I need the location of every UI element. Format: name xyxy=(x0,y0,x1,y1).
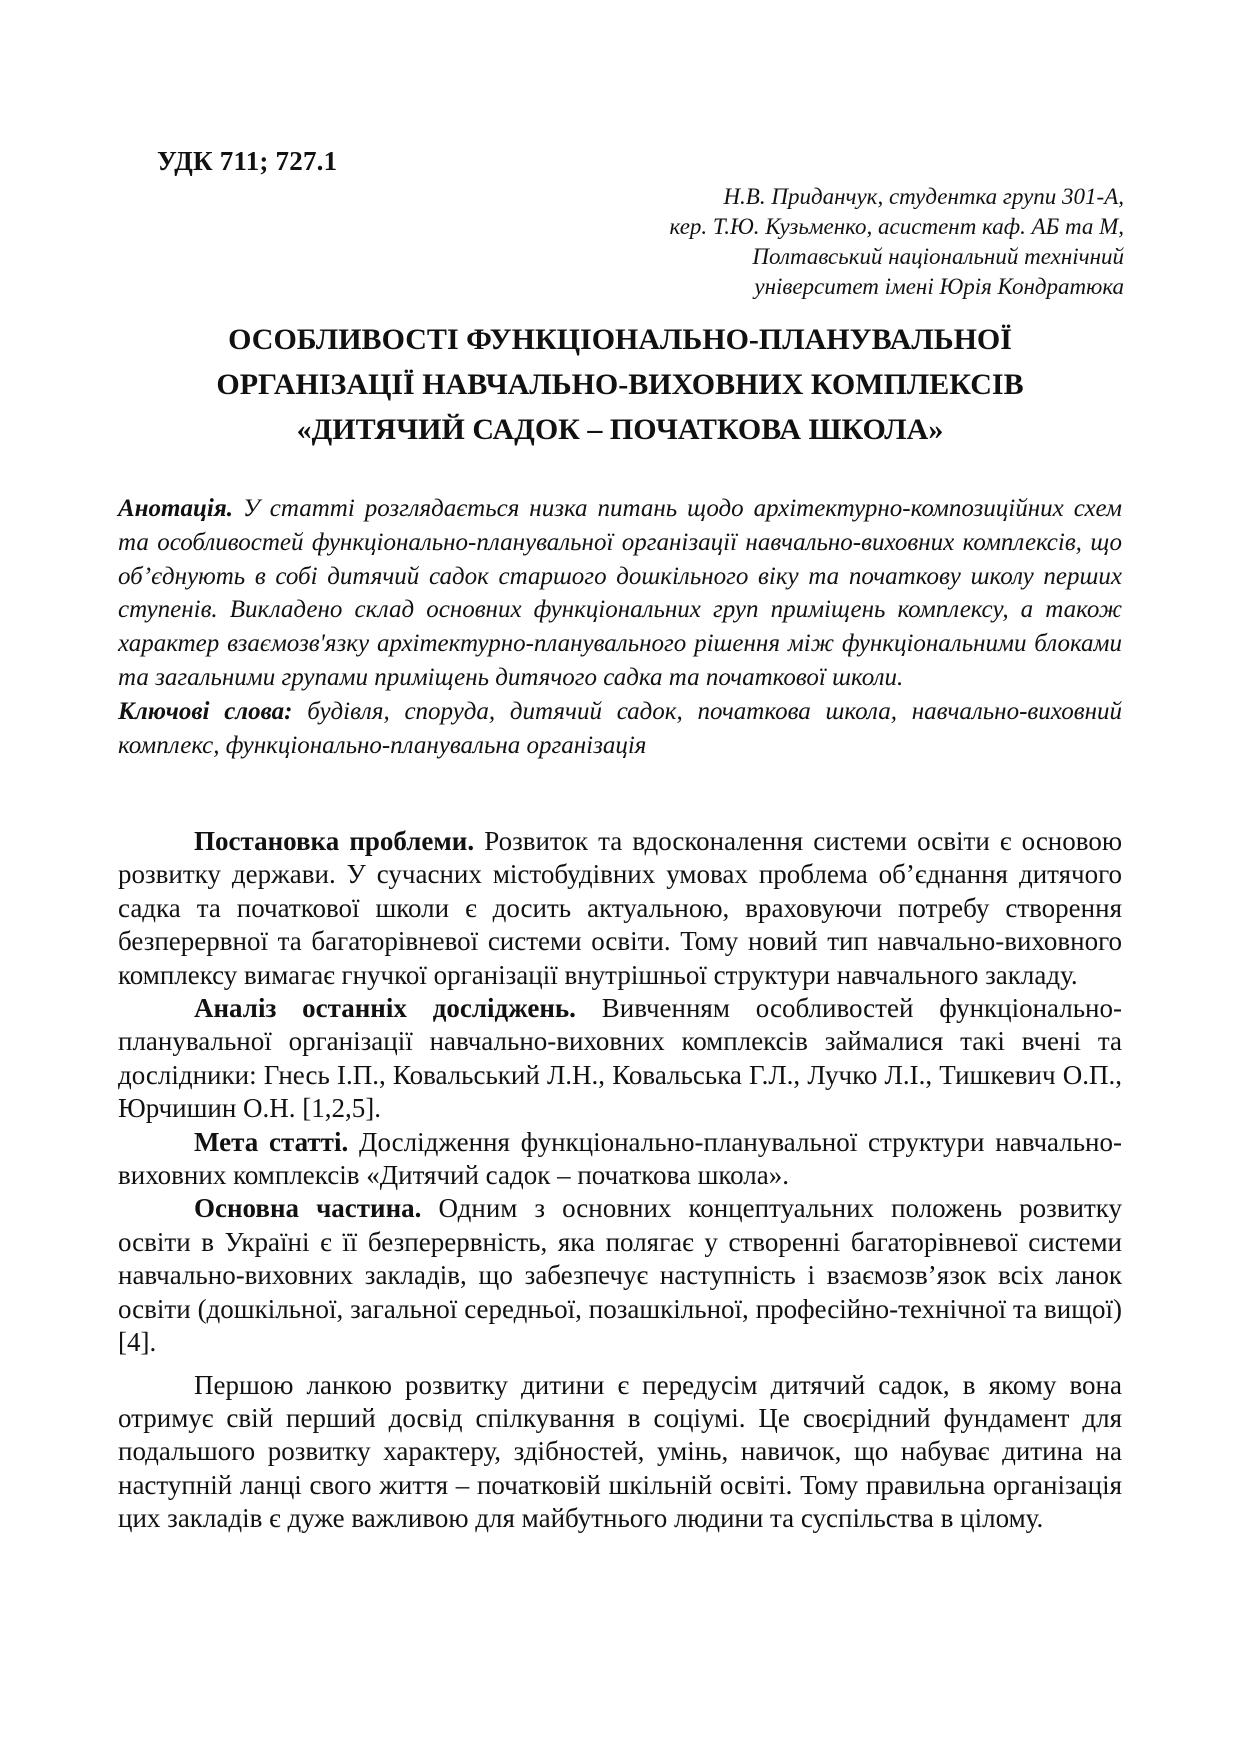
affiliation-line: Полтавський національний технічний xyxy=(752,244,1124,269)
paper-title xyxy=(118,317,1122,452)
paragraph-text: Дослідження функціонально-планувальної структури навчально-виховних комплексів «Дитячий садок – початкова школа». xyxy=(118,1126,1122,1191)
title-line: «ДИТЯЧИЙ САДОК – ПОЧАТКОВА ШКОЛА» xyxy=(296,413,944,446)
title-line: ОСОБЛИВОСТІ ФУНКЦІОНАЛЬНО-ПЛАНУВАЛЬНОЇ xyxy=(228,323,1012,356)
author-line: Н.В. Приданчук, студентка групи 301-А, xyxy=(723,184,1124,209)
section-label: Основна частина. xyxy=(194,1193,422,1224)
keywords-label: Ключові слова: xyxy=(118,697,293,725)
section-label: Аналіз останніх досліджень. xyxy=(194,993,576,1024)
udk-code: УДК 711; 727.1 xyxy=(157,146,338,176)
section-label: Постановка проблеми. xyxy=(194,826,475,856)
aim-paragraph xyxy=(118,1126,1122,1193)
author-block xyxy=(670,182,1124,302)
body-paragraph: Першою ланкою розвитку дитини є передусім дитячий садок, в якому вона отримує свій перший досвід спілкування в соціумі. Це своєрідний фундамент для подальшого розвитку характеру, здібностей, умінь, навичок, що набуває дитина на наступній ланці свого життя – початковій шкільній освіті. Тому правильна організація цих закладів є дуже важливою для майбутнього людини та суспільства в цілому. xyxy=(118,1369,1122,1534)
paragraph-text: Одним з основних концептуальних положень розвитку освіти в Україні є її безперервність, яка полягає у створенні багаторівневої системи навчально-виховних закладів, що забезпечує наступність і взаємозв’язок всіх ланок освіти (дошкільної, загальної середньої, позашкільної, професійно-технічної та вищої) [4]. xyxy=(118,1193,1122,1358)
abstract-text: У статті розглядається низка питань щодо архітектурно-композиційних схем та особливостей функціонально-планувальної організації навчально-виховних комплексів, що об’єднують в собі дитячий садок старшого дошкільного віку та початкову школу перших ступенів. Викладено склад основних функціональних груп приміщень комплексу, а також характер взаємозв'язку архітектурно-планувального рішення між функціональними блоками та загальними групами приміщень дитячого садка та початкової школи. xyxy=(118,495,1122,691)
problem-statement-paragraph xyxy=(118,825,1122,992)
paragraph-text: Вивченням особливостей функціонально-планувальної організації навчально-виховних комплексів займалися такі вчені та дослідники: Гнесь І.П., Ковальський Л.Н., Ковальська Г.Л., Лучко Л.І., Тишкевич О.П., Юрчишин О.Н. [1,2,5]. xyxy=(118,993,1122,1124)
abstract-paragraph xyxy=(118,492,1122,695)
abstract-section xyxy=(118,492,1122,762)
abstract-label: Анотація. xyxy=(118,495,233,522)
body-text xyxy=(118,825,1122,1536)
paragraph-text: Розвиток та вдосконалення системи освіти є основою розвитку держави. У сучасних містобудівних умовах проблема об’єднання дитячого садка та початкової школи є досить актуальною, враховуючи потребу створення безперервної та багаторівневої системи освіти. Тому новий тип навчально-виховного комплексу вимагає гнучкої організації внутрішньої структури навчального закладу. xyxy=(118,826,1122,990)
section-label: Мета статті. xyxy=(194,1126,349,1157)
supervisor-line: кер. Т.Ю. Кузьменко, асистент каф. АБ та М, xyxy=(669,214,1124,239)
main-part-paragraph xyxy=(118,1192,1122,1359)
title-line: ОРГАНІЗАЦІЇ НАВЧАЛЬНО-ВИХОВНИХ КОМПЛЕКСІВ xyxy=(216,368,1024,401)
literature-review-paragraph xyxy=(118,992,1122,1126)
keywords-text: будівля, споруда, дитячий садок, початкова школа, навчально-виховний комплекс, функціонально-планувальна організація xyxy=(118,697,1122,759)
affiliation-line: університет імені Юрія Кондратюка xyxy=(754,274,1124,299)
keywords-paragraph xyxy=(118,695,1122,763)
